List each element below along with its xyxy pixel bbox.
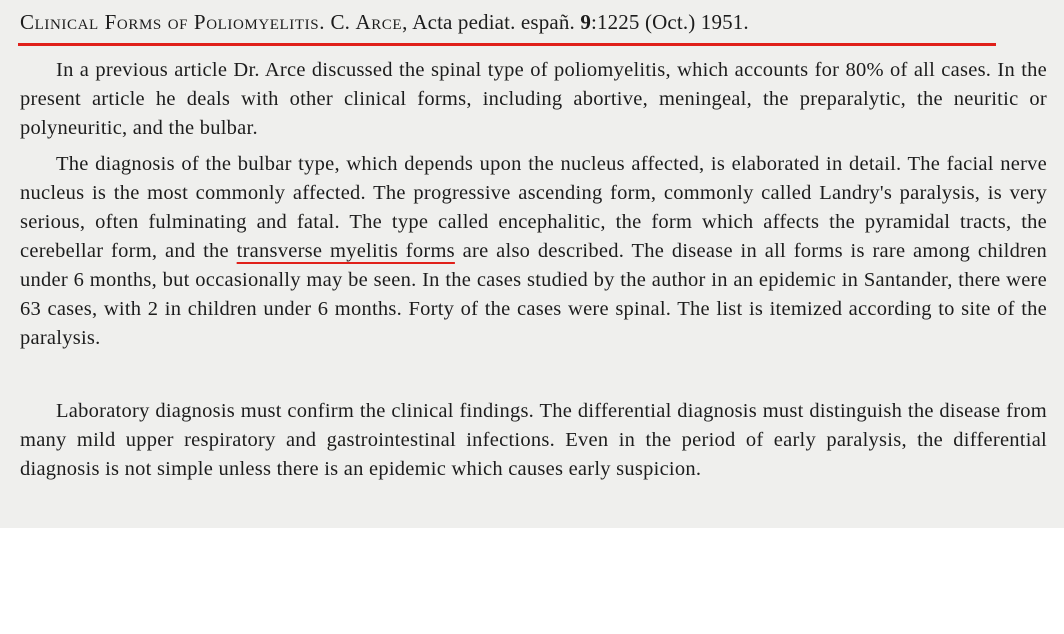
heading-red-underline: [18, 43, 996, 46]
paragraph-3-text: Laboratory diagnosis must confirm the clinical findings. The differential diagnosis must distinguish the disease from many mild upper respiratory and gastrointestinal infections. Even in the period of early paralysis, the differential diagnosis is not simple unless there is an epidemic which causes early suspicion.: [20, 400, 1047, 480]
paragraph-3: [20, 397, 1047, 484]
pages-and-date: :1225 (Oct.) 1951.: [590, 10, 749, 34]
article-title: Clinical Forms of Poliomyelitis.: [20, 10, 326, 34]
author-name: Arce,: [355, 10, 409, 34]
paragraph-2-text-start: The diagnosis of the bulbar type, which depends upon the nucleus affected, is elaborated in detail. The facial nerve nucleus is the most commonly affected. The progressive ascending form, commonly called Landry's paralysis, is very serious, often fulminating and fatal. The type called encephalitic, the form which affects the pyramidal tracts, the cerebellar form, and the: [20, 153, 1047, 262]
highlighted-phrase: transverse myelitis forms: [236, 240, 455, 262]
paragraph-1: [20, 56, 1047, 143]
author-initial: C.: [330, 10, 351, 34]
journal-name: Acta pediat. españ.: [412, 10, 575, 34]
journal-volume: 9: [580, 10, 591, 34]
paragraph-1-text: In a previous article Dr. Arce discussed the spinal type of poliomyelitis, which accounts for 80% of all cases. In the present article he deals with other clinical forms, including abortive, meningeal, the preparalytic, the neuritic or polyneuritic, and the bulbar.: [20, 59, 1047, 139]
citation-heading: [20, 10, 749, 35]
paragraph-2-text-end: are also described. The disease in all forms is rare among children under 6 months, but occasionally may be seen. In the cases studied by the author in an epidemic in Santander, there were 63 cases, with 2 in children under 6 months. Forty of the cases were spinal. The list is itemized according to site of the paralysis.: [20, 240, 1048, 349]
paragraph-2: [20, 150, 1047, 353]
